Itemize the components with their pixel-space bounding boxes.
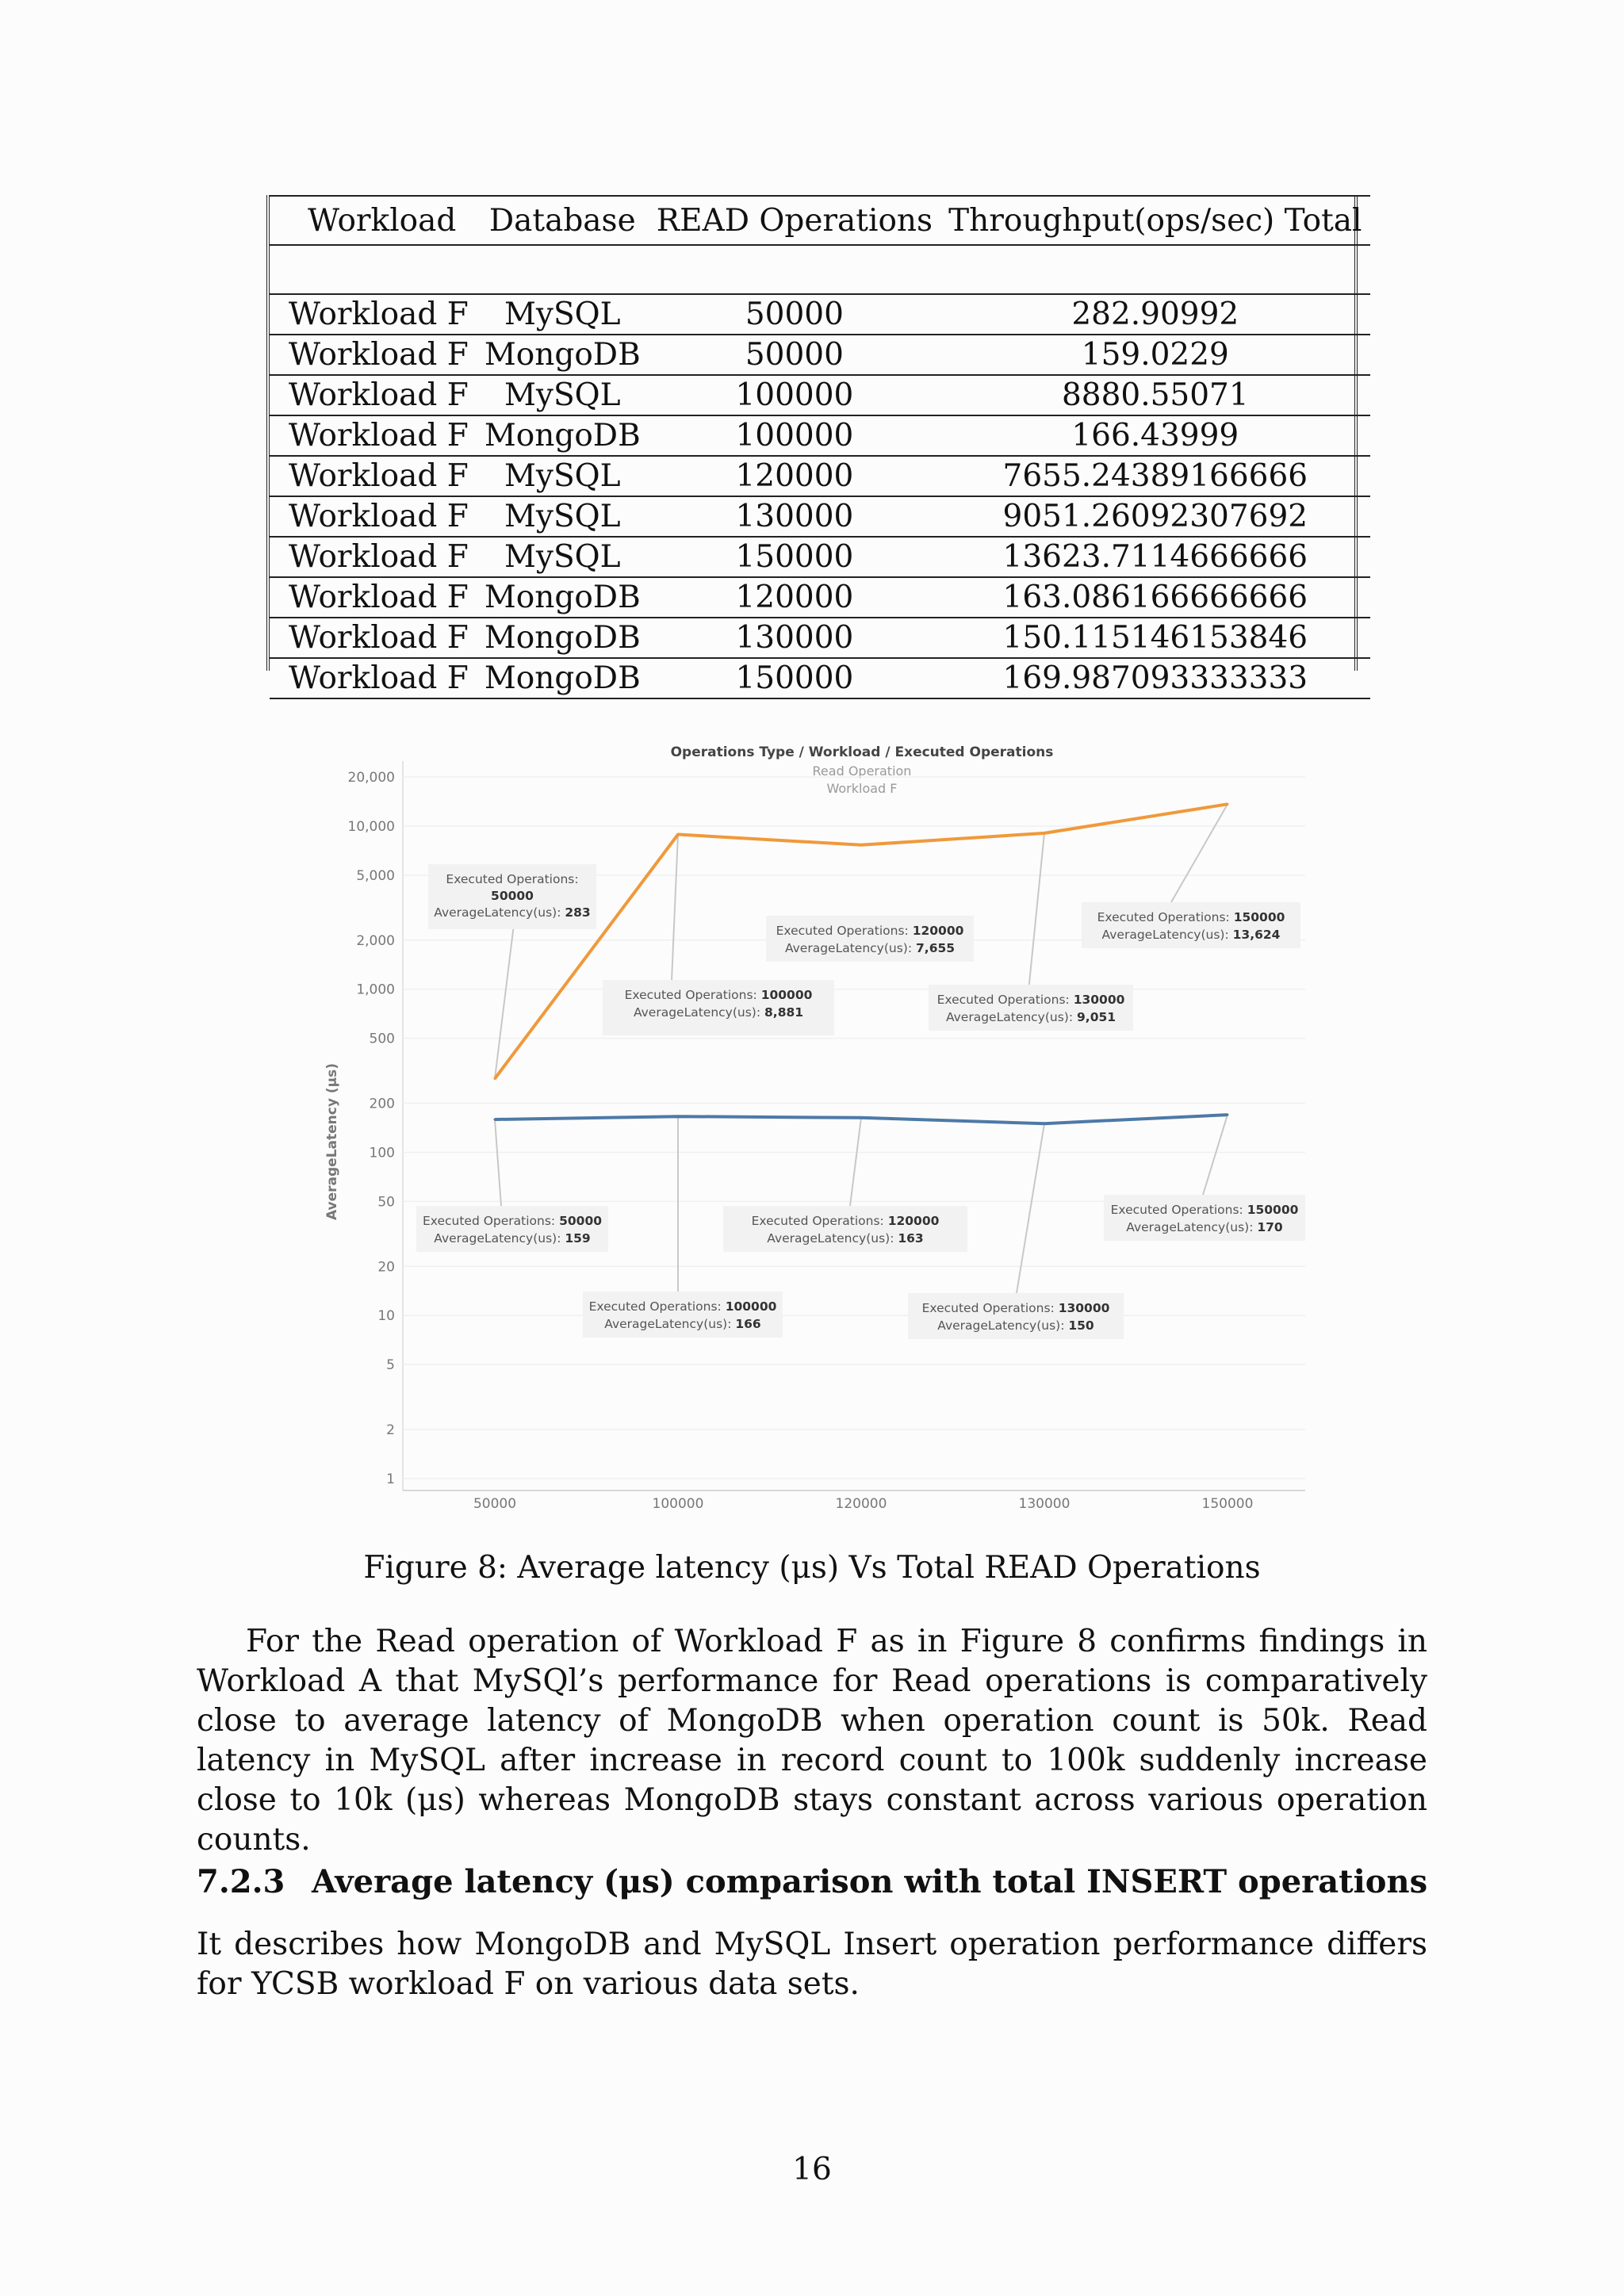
- section-number: 7.2.3: [197, 1863, 285, 1900]
- header-rule: [270, 245, 1370, 294]
- cell-database: MongoDB: [484, 660, 641, 696]
- table-body: [270, 294, 1370, 698]
- tooltip-latency-label: AverageLatency(us):: [784, 941, 913, 955]
- section-title: Average latency (μs) comparison with total INSERT operations: [312, 1863, 1428, 1900]
- body-paragraph-text: For the Read operation of Workload F as in Figure 8 confirms findings in Workload A that MySQl’s performance for Read operations is comparatively close to average latency of MongoDB when operation count is 50k. Read latency in MySQL after increase in record count to 100k suddenly increase close to 10k (μs) whereas MongoDB stays constant across various operation counts.: [197, 1624, 1427, 1858]
- tooltip-latency-value: 166: [735, 1317, 761, 1331]
- tooltip-latency-value: 150: [1068, 1318, 1094, 1333]
- latency-chart: [311, 729, 1305, 1514]
- header-throughput: Throughput(ops/sec) Total: [948, 202, 1362, 239]
- tooltip-latency-line: [604, 1317, 760, 1331]
- results-table: [270, 195, 1370, 699]
- tooltip-latency-value: 7,655: [916, 941, 956, 955]
- cell-workload: Workload F: [289, 620, 469, 656]
- mongodb-tooltip: [1104, 1195, 1305, 1241]
- cell-workload: Workload F: [289, 418, 469, 453]
- x-tick-label: 130000: [1018, 1496, 1071, 1512]
- tooltip-latency-value: 283: [565, 905, 591, 920]
- tooltip-latency-value: 8,881: [764, 1005, 804, 1020]
- cell-workload: Workload F: [289, 499, 469, 534]
- tooltip-ops-line: [625, 988, 813, 1002]
- tooltip-latency-line: [767, 1231, 923, 1246]
- results-table-container: [266, 195, 1362, 696]
- cell-database: MySQL: [504, 458, 621, 494]
- y-tick-label: 20,000: [347, 770, 395, 786]
- tooltip-ops-label: Executed Operations:: [921, 1301, 1055, 1315]
- y-tick-label: 500: [369, 1031, 395, 1047]
- tooltip-latency-label: AverageLatency(us):: [937, 1318, 1065, 1333]
- mysql-point: [677, 833, 680, 836]
- tooltip-latency-line: [634, 1005, 803, 1020]
- cell-read-operations: 130000: [735, 499, 854, 534]
- latency-chart-svg: [311, 729, 1305, 1514]
- x-tick-label: 120000: [835, 1496, 887, 1512]
- cell-database: MySQL: [504, 377, 621, 413]
- mongodb-tooltip: [908, 1293, 1124, 1339]
- y-tick-label: 20: [377, 1259, 395, 1276]
- cell-database: MongoDB: [484, 337, 641, 373]
- body-paragraph: [197, 1622, 1427, 1860]
- x-tick-label: 150000: [1201, 1496, 1254, 1512]
- y-axis-label: AverageLatency (µs): [324, 1062, 340, 1221]
- tooltip-latency-label: AverageLatency(us):: [434, 1231, 561, 1246]
- tooltip-ops-label: Executed Operations:: [776, 924, 909, 938]
- tooltip-ops-value: 120000: [912, 924, 964, 938]
- y-tick-label: 1: [386, 1471, 395, 1487]
- cell-throughput: 9051.26092307692: [1002, 499, 1308, 534]
- cell-throughput: 282.90992: [1071, 297, 1239, 332]
- tooltip-ops-value: 150000: [1247, 1203, 1299, 1217]
- cell-database: MongoDB: [484, 620, 641, 656]
- tooltip-latency-label: AverageLatency(us):: [1126, 1220, 1254, 1234]
- table-row: [270, 294, 1370, 335]
- tooltip-ops-line: [1097, 910, 1285, 924]
- cell-read-operations: 50000: [745, 297, 844, 332]
- tooltip-latency-line: [434, 1231, 590, 1246]
- cell-read-operations: 50000: [745, 337, 844, 373]
- cell-throughput: 8880.55071: [1061, 377, 1249, 413]
- cell-workload: Workload F: [289, 458, 469, 494]
- mongodb-point: [1227, 1114, 1229, 1116]
- cell-read-operations: 100000: [735, 418, 854, 453]
- tooltip-ops-line: [752, 1214, 940, 1228]
- cell-read-operations: 150000: [735, 539, 854, 575]
- tooltip-latency-label: AverageLatency(us):: [633, 1005, 761, 1020]
- table-row: [270, 335, 1370, 375]
- cell-throughput: 163.086166666666: [1002, 580, 1308, 615]
- y-tick-label: 1,000: [356, 982, 395, 998]
- cell-read-operations: 120000: [735, 580, 854, 615]
- tooltip-latency-label: AverageLatency(us):: [434, 905, 561, 920]
- tooltip-latency-line: [1126, 1220, 1283, 1234]
- table-row: [270, 415, 1370, 456]
- mongodb-point: [494, 1119, 496, 1121]
- tooltip-latency-line: [434, 905, 590, 920]
- cell-throughput: 166.43999: [1071, 418, 1239, 453]
- cell-workload: Workload F: [289, 297, 469, 332]
- mysql-point: [494, 1077, 496, 1080]
- mongodb-tooltip: [416, 1206, 608, 1252]
- tooltip-latency-label: AverageLatency(us):: [1101, 928, 1229, 942]
- tooltip-latency-value: 170: [1257, 1220, 1283, 1234]
- table-header-row: [270, 196, 1370, 245]
- cell-database: MySQL: [504, 539, 621, 575]
- mysql-tooltip: [766, 916, 974, 962]
- tooltip-latency-line: [1102, 928, 1281, 942]
- cell-read-operations: 100000: [735, 377, 854, 413]
- chart-subtitle-operation: Read Operation: [812, 763, 912, 779]
- cell-database: MySQL: [504, 499, 621, 534]
- cell-workload: Workload F: [289, 580, 469, 615]
- tooltip-ops-value: 130000: [1073, 993, 1125, 1007]
- chart-title: Operations Type / Workload / Executed Operations: [670, 744, 1054, 760]
- cell-throughput: 169.987093333333: [1002, 660, 1308, 696]
- tooltip-ops-line: [937, 993, 1125, 1007]
- cell-workload: Workload F: [289, 377, 469, 413]
- mysql-point: [1044, 832, 1046, 834]
- cell-throughput: 150.115146153846: [1002, 620, 1308, 656]
- tooltip-ops-label: Executed Operations:: [422, 1214, 556, 1228]
- mysql-point: [1227, 803, 1229, 806]
- page-number: 16: [792, 2152, 832, 2187]
- y-tick-label: 10: [377, 1308, 395, 1325]
- table-row: [270, 658, 1370, 698]
- y-tick-label: 2,000: [356, 932, 395, 949]
- tooltip-ops-label: Executed Operations:: [624, 988, 757, 1002]
- cell-database: MySQL: [504, 297, 621, 332]
- tooltip-ops-label: Executed Operations:: [446, 872, 579, 886]
- tooltip-ops-value: 100000: [725, 1299, 777, 1314]
- y-tick-label: 5: [386, 1357, 395, 1374]
- mongodb-tooltip: [583, 1292, 783, 1337]
- tooltip-latency-line: [937, 1318, 1094, 1333]
- mongodb-tooltip: [723, 1206, 967, 1252]
- y-tick-label: 200: [369, 1096, 395, 1112]
- tooltip-ops-value: 100000: [760, 988, 813, 1002]
- table-row: [270, 618, 1370, 658]
- tooltip-latency-value: 159: [565, 1231, 591, 1246]
- tooltip-ops-line: [423, 1214, 602, 1228]
- cell-database: MongoDB: [484, 580, 641, 615]
- chart-subtitle-workload: Workload F: [826, 781, 898, 796]
- tooltip-latency-value: 163: [898, 1231, 924, 1246]
- tooltip-ops-line: [1111, 1203, 1299, 1217]
- cell-workload: Workload F: [289, 337, 469, 373]
- tooltip-ops-label: Executed Operations:: [936, 993, 1070, 1007]
- tooltip-latency-label: AverageLatency(us):: [945, 1010, 1074, 1024]
- body-paragraph-2: It describes how MongoDB and MySQL Insert operation performance differs for YCSB workload F on various data sets.: [197, 1927, 1427, 2002]
- tooltip-ops-line: [589, 1299, 777, 1314]
- table-row: [270, 456, 1370, 496]
- cell-read-operations: 130000: [735, 620, 854, 656]
- y-tick-label: 10,000: [347, 818, 395, 835]
- tooltip-latency-value: 13,624: [1232, 928, 1281, 942]
- mysql-tooltip: [1082, 902, 1300, 948]
- tooltip-ops-label: Executed Operations:: [1110, 1203, 1243, 1217]
- table-row: [270, 577, 1370, 618]
- cell-throughput: 159.0229: [1081, 337, 1229, 373]
- mysql-tooltip: [428, 864, 596, 929]
- tooltip-ops-value: 50000: [491, 889, 534, 903]
- mysql-tooltip: [603, 980, 834, 1035]
- y-tick-label: 5,000: [356, 867, 395, 884]
- header-database: Database: [488, 202, 636, 239]
- cell-read-operations: 150000: [735, 660, 854, 696]
- tooltip-ops-value: 150000: [1233, 910, 1285, 924]
- tooltip-ops-line: [922, 1301, 1110, 1315]
- mysql-tooltip: [929, 985, 1133, 1031]
- cell-database: MongoDB: [484, 418, 641, 453]
- table-row: [270, 496, 1370, 537]
- x-tick-label: 100000: [652, 1496, 704, 1512]
- header-workload: Workload: [308, 202, 457, 239]
- x-tick-label: 50000: [473, 1496, 517, 1512]
- tooltip-ops-value: 130000: [1058, 1301, 1110, 1315]
- table-row: [270, 375, 1370, 415]
- tooltip-ops-label: Executed Operations:: [588, 1299, 722, 1314]
- figure-caption: Figure 8: Average latency (μs) Vs Total READ Operations: [363, 1550, 1261, 1586]
- tooltip-latency-label: AverageLatency(us):: [767, 1231, 894, 1246]
- tooltip-ops-value: 120000: [887, 1214, 940, 1228]
- mongodb-point: [1044, 1123, 1046, 1125]
- cell-workload: Workload F: [289, 660, 469, 696]
- tooltip-latency-line: [785, 941, 955, 955]
- tooltip-ops-value: 50000: [559, 1214, 603, 1228]
- cell-read-operations: 120000: [735, 458, 854, 494]
- mysql-point: [860, 844, 863, 846]
- tooltip-ops-line: [776, 924, 964, 938]
- y-tick-label: 100: [369, 1145, 395, 1161]
- tooltip-latency-label: AverageLatency(us):: [604, 1317, 732, 1331]
- table-row: [270, 537, 1370, 577]
- tooltip-ops-label: Executed Operations:: [751, 1214, 884, 1228]
- mongodb-point: [860, 1116, 863, 1119]
- tooltip-latency-line: [946, 1010, 1116, 1024]
- tooltip-ops-label: Executed Operations:: [1097, 910, 1230, 924]
- cell-workload: Workload F: [289, 539, 469, 575]
- tooltip-latency-value: 9,051: [1077, 1010, 1116, 1024]
- mongodb-point: [677, 1115, 680, 1118]
- header-read-operations: READ Operations: [656, 202, 933, 239]
- cell-throughput: 7655.24389166666: [1002, 458, 1308, 494]
- y-tick-label: 2: [386, 1422, 395, 1439]
- y-tick-label: 50: [377, 1194, 395, 1211]
- cell-throughput: 13623.7114666666: [1002, 539, 1308, 575]
- section-heading: [197, 1863, 1427, 1900]
